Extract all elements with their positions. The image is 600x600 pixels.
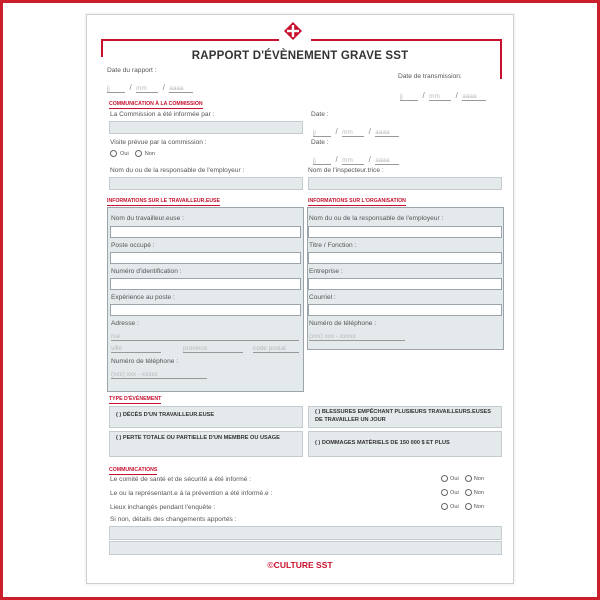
site-unchanged-no-radio[interactable] bbox=[465, 503, 472, 510]
worker-experience-label: Expérience au poste : bbox=[111, 294, 175, 301]
org-email-label: Courriel : bbox=[309, 294, 336, 301]
visit-no-label: Non bbox=[144, 150, 155, 157]
visit-no-radio[interactable] bbox=[135, 150, 142, 157]
report-title: RAPPORT D'ÉVÈNEMENT GRAVE SST bbox=[191, 50, 409, 62]
date-report-label: Date du rapport : bbox=[107, 67, 157, 74]
logo-cross-icon bbox=[284, 22, 302, 40]
date-report-field[interactable]: jj / mm / aaaa bbox=[107, 77, 193, 95]
informed-by-label: La Commission a été informée par : bbox=[110, 111, 215, 118]
event-injuries-option[interactable]: ( ) BLESSURES EMPÊCHANT PLUSIEURS TRAVAILLEURS.EUSES DE TRAVAILLER UN JOUR bbox=[308, 406, 502, 428]
org-resp-label: Nom du ou de la responsable de l'employeur : bbox=[309, 215, 444, 222]
org-company-input[interactable] bbox=[308, 278, 502, 290]
header-line-right bbox=[311, 39, 501, 41]
address-postal-input[interactable]: code postal bbox=[253, 345, 299, 353]
address-province-input[interactable]: province bbox=[183, 345, 243, 353]
org-company-label: Entreprise : bbox=[309, 268, 343, 275]
org-email-input[interactable] bbox=[308, 304, 502, 316]
section-worker: INFORMATIONS SUR LE TRAVAILLEUR.EUSE bbox=[107, 198, 220, 204]
committee-yes-radio[interactable] bbox=[441, 475, 448, 482]
worker-position-label: Poste occupé : bbox=[111, 242, 155, 249]
section-organisation: INFORMATIONS SUR L'ORGANISATION bbox=[308, 198, 406, 204]
event-damage-option[interactable]: ( ) DOMMAGES MATÉRIELS DE 150 000 $ ET PLUS bbox=[308, 431, 502, 457]
worker-position-input[interactable] bbox=[110, 252, 301, 264]
date-transmission-field[interactable]: jj / mm / aaaa bbox=[400, 85, 486, 103]
employer-resp-label: Nom du ou de la responsable de l'employeur : bbox=[110, 167, 245, 174]
worker-address-label: Adresse : bbox=[111, 320, 139, 327]
prevention-rep-radios: Oui Non bbox=[441, 489, 484, 496]
section-commission: COMMUNICATION À LA COMMISSION bbox=[109, 101, 203, 107]
committee-no-radio[interactable] bbox=[465, 475, 472, 482]
changes-details-input-1[interactable] bbox=[109, 526, 502, 540]
date-transmission-label: Date de transmission: bbox=[398, 73, 462, 80]
site-unchanged-radios: Oui Non bbox=[441, 503, 484, 510]
org-title-label: Titre / Fonction : bbox=[309, 242, 357, 249]
footer-brand: ©CULTURE SST bbox=[267, 560, 333, 570]
worker-id-label: Numéro d'identification : bbox=[111, 268, 182, 275]
inspector-input[interactable] bbox=[308, 177, 502, 190]
worker-id-input[interactable] bbox=[110, 278, 301, 290]
committee-informed-label: Le comité de santé et de sécurité a été informé : bbox=[110, 476, 252, 483]
org-title-input[interactable] bbox=[308, 252, 502, 264]
org-phone-input[interactable]: (xxx) xxx - xxxxx bbox=[309, 333, 405, 341]
date-informed-label: Date : bbox=[311, 111, 329, 118]
visit-label: Visite prévue par la commission : bbox=[110, 139, 207, 146]
section-communications: COMMUNICATIONS bbox=[109, 467, 158, 473]
prevention-rep-no-radio[interactable] bbox=[465, 489, 472, 496]
section-event-type: TYPE D'ÉVÈNEMENT bbox=[109, 396, 162, 402]
report-page bbox=[86, 14, 514, 584]
event-death-option[interactable]: ( ) DÉCÈS D'UN TRAVAILLEUR.EUSE bbox=[109, 406, 303, 428]
employer-resp-input[interactable] bbox=[109, 177, 303, 190]
date-visit-field[interactable]: jj / mm / aaaa bbox=[313, 149, 399, 167]
visit-yes-label: Oui bbox=[120, 150, 129, 157]
worker-name-input[interactable] bbox=[110, 226, 301, 238]
changes-details-label: Si non, détails des changements apportés : bbox=[110, 516, 237, 523]
worker-name-label: Nom du travailleur.euse : bbox=[111, 215, 184, 222]
worker-phone-label: Numéro de téléphone : bbox=[111, 358, 179, 365]
changes-details-input-2[interactable] bbox=[109, 541, 502, 555]
informed-by-input[interactable] bbox=[109, 121, 303, 134]
event-limb-loss-option[interactable]: ( ) PERTE TOTALE OU PARTIELLE D'UN MEMBRE OU USAGE bbox=[109, 431, 303, 457]
worker-phone-input[interactable]: (xxx) xxx - xxxxx bbox=[111, 371, 207, 379]
inspector-label: Nom de l'inspecteur.trice : bbox=[308, 167, 384, 174]
worker-experience-input[interactable] bbox=[110, 304, 301, 316]
address-city-input[interactable]: ville bbox=[111, 345, 161, 353]
visit-radios bbox=[110, 150, 155, 157]
address-street-input[interactable]: rue bbox=[111, 333, 299, 341]
date-informed-field[interactable]: jj / mm / aaaa bbox=[313, 121, 399, 139]
site-unchanged-yes-radio[interactable] bbox=[441, 503, 448, 510]
committee-radios: Oui Non bbox=[441, 475, 484, 482]
site-unchanged-label: Lieux inchangés pendant l'enquête : bbox=[110, 504, 216, 511]
date-visit-label: Date : bbox=[311, 139, 329, 146]
prevention-rep-label: Le ou la représentant.e à la prévention a été informé.e : bbox=[110, 490, 273, 497]
prevention-rep-yes-radio[interactable] bbox=[441, 489, 448, 496]
org-resp-input[interactable] bbox=[308, 226, 502, 238]
org-phone-label: Numéro de téléphone : bbox=[309, 320, 377, 327]
visit-yes-radio[interactable] bbox=[110, 150, 117, 157]
header-line-left bbox=[101, 39, 279, 41]
